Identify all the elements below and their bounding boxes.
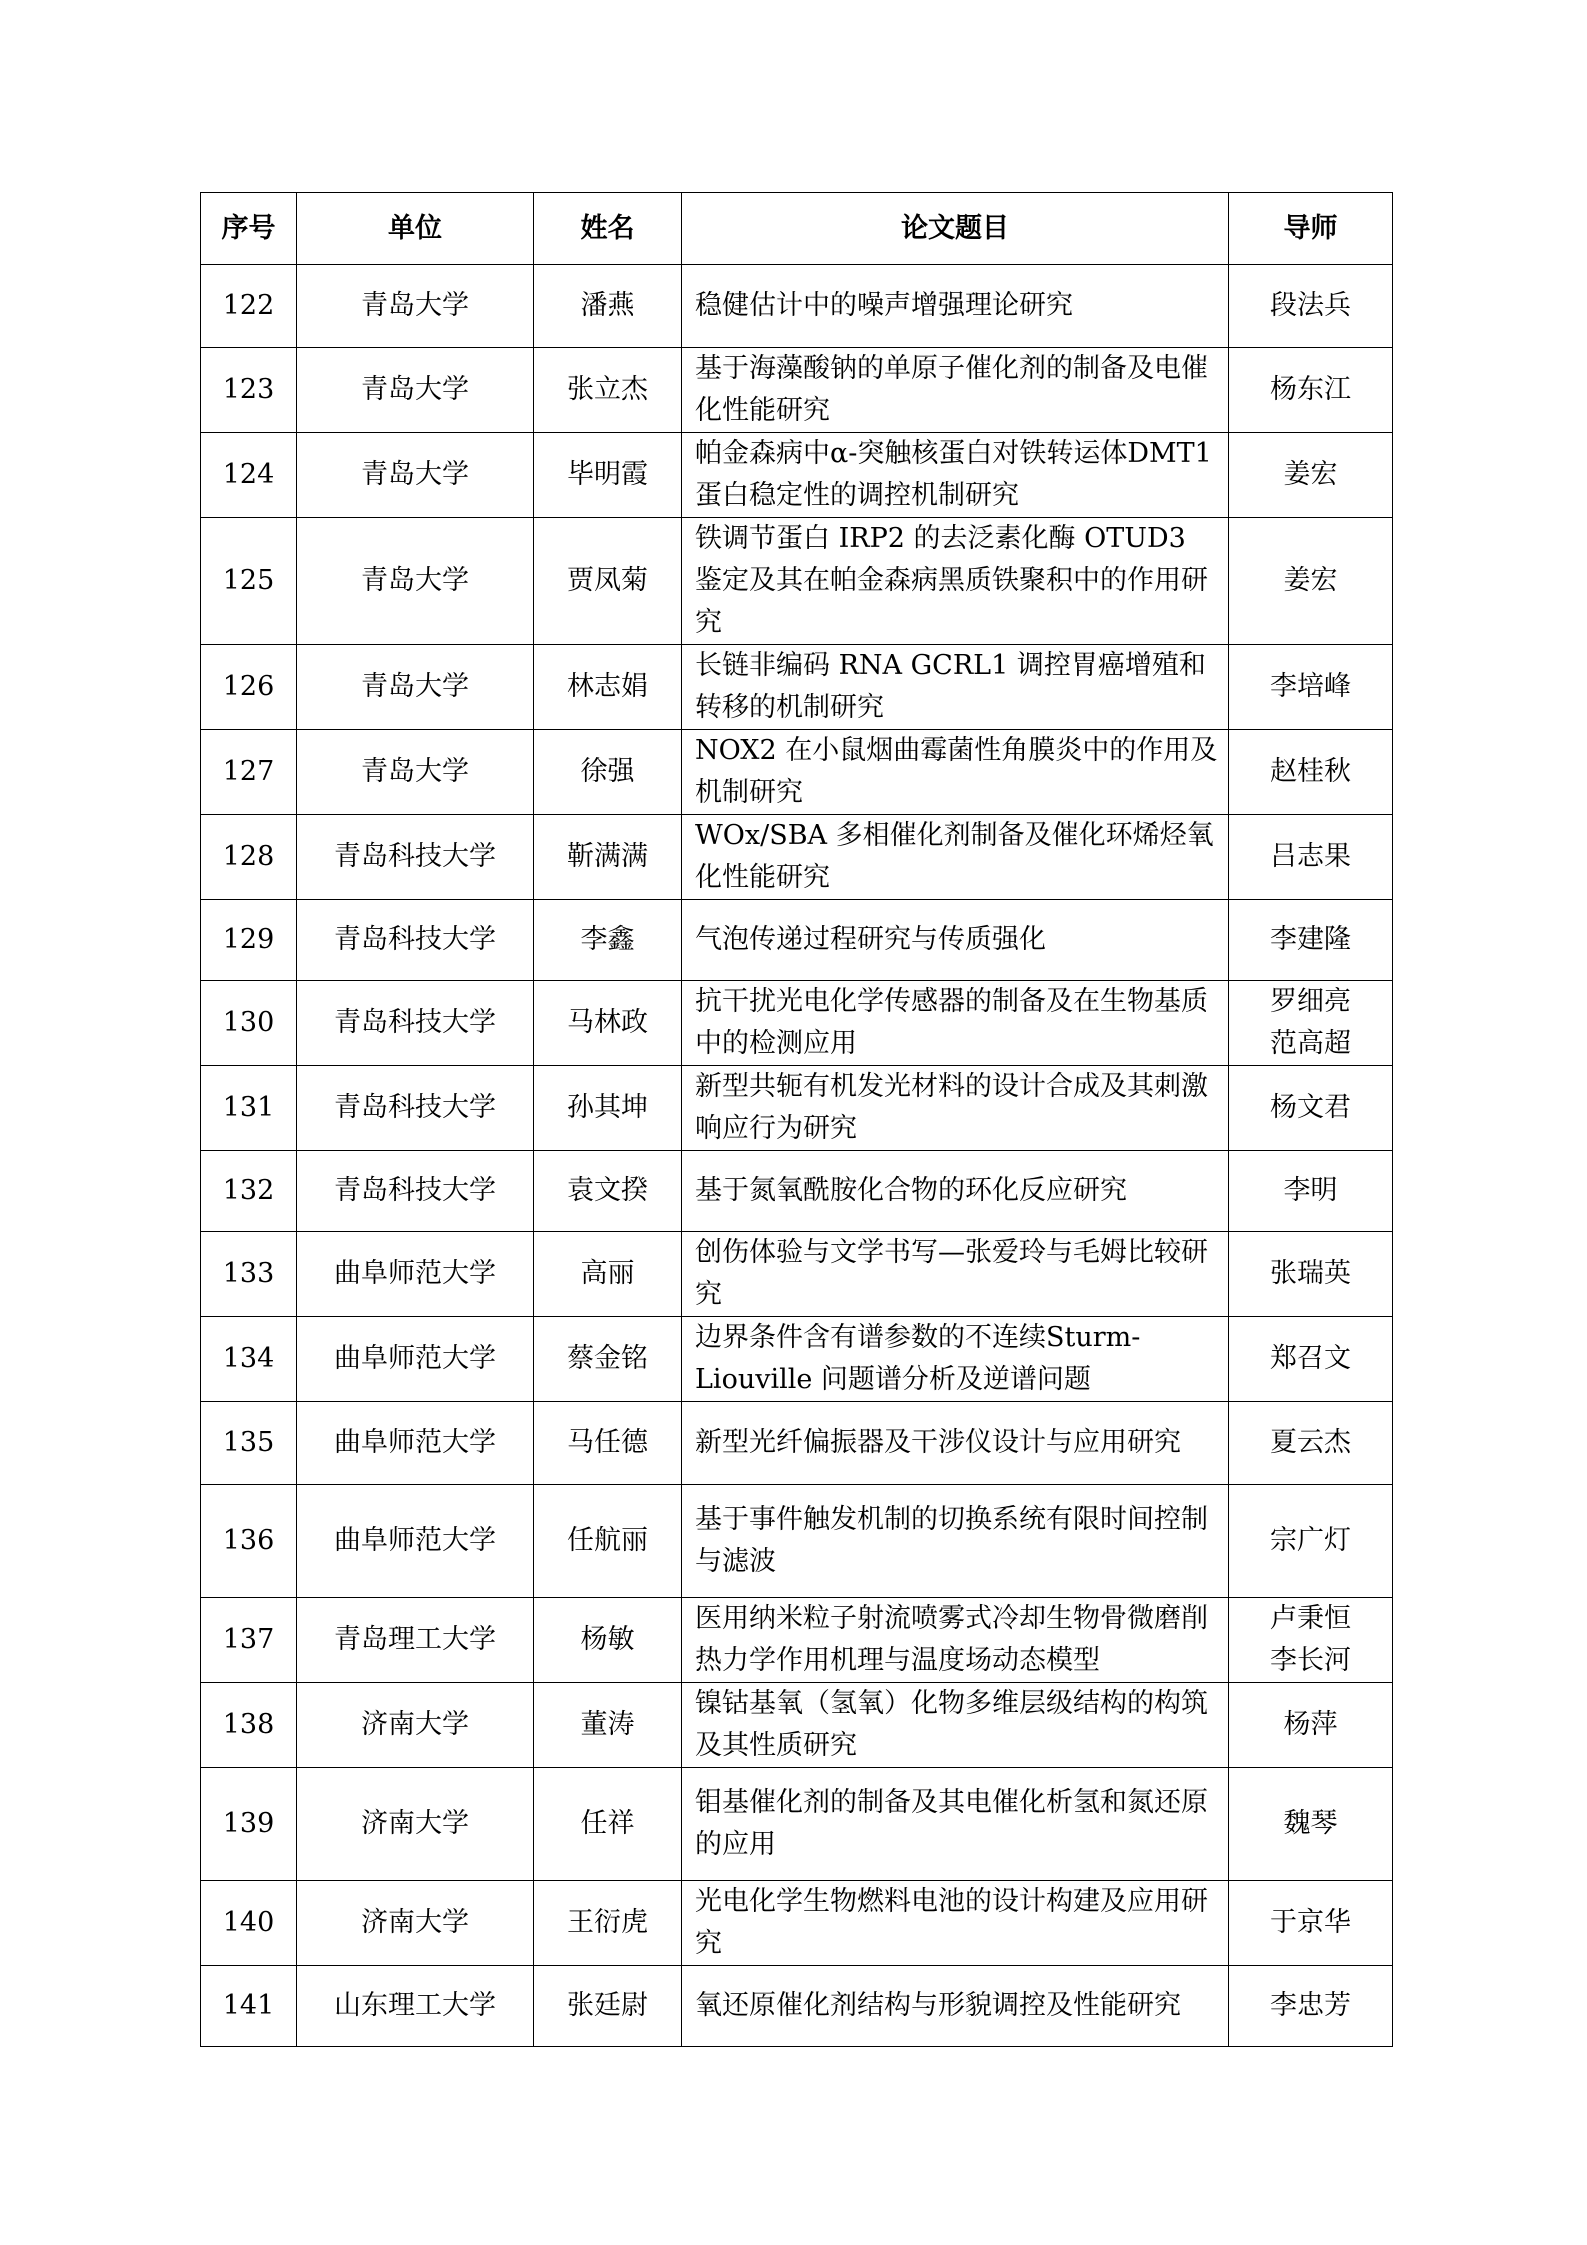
cell-title: WOx/SBA 多相催化剂制备及催化环烯烃氧化性能研究 bbox=[682, 815, 1229, 900]
advisor-primary: 李培峰 bbox=[1270, 671, 1351, 702]
cell-name: 徐强 bbox=[534, 730, 682, 815]
cell-unit: 曲阜师范大学 bbox=[297, 1232, 534, 1317]
cell-name: 贾凤菊 bbox=[534, 518, 682, 645]
table-row bbox=[201, 645, 1393, 730]
cell-title: 医用纳米粒子射流喷雾式冷却生物骨微磨削热力学作用机理与温度场动态模型 bbox=[682, 1598, 1229, 1683]
table-row bbox=[201, 1317, 1393, 1402]
cell-unit: 山东理工大学 bbox=[297, 1966, 534, 2047]
cell-name: 孙其坤 bbox=[534, 1066, 682, 1151]
advisor-primary: 赵桂秋 bbox=[1270, 756, 1351, 787]
advisor-primary: 段法兵 bbox=[1270, 290, 1351, 321]
cell-name: 马任德 bbox=[534, 1402, 682, 1485]
cell-unit: 青岛理工大学 bbox=[297, 1598, 534, 1683]
table-row bbox=[201, 900, 1393, 981]
table-body bbox=[201, 265, 1393, 2047]
cell-index: 141 bbox=[201, 1966, 297, 2047]
cell-advisor bbox=[1229, 1881, 1393, 1966]
cell-unit: 青岛科技大学 bbox=[297, 1151, 534, 1232]
advisor-primary: 卢秉恒 bbox=[1270, 1603, 1351, 1634]
advisor-primary: 杨萍 bbox=[1283, 1709, 1338, 1740]
table-row bbox=[201, 1151, 1393, 1232]
table-row bbox=[201, 1485, 1393, 1598]
cell-index: 135 bbox=[201, 1402, 297, 1485]
cell-index: 126 bbox=[201, 645, 297, 730]
table-row bbox=[201, 1598, 1393, 1683]
advisor-primary: 郑召文 bbox=[1270, 1343, 1351, 1374]
table-row bbox=[201, 981, 1393, 1066]
advisor-primary: 姜宏 bbox=[1283, 565, 1338, 596]
cell-unit: 青岛大学 bbox=[297, 518, 534, 645]
table-row bbox=[201, 1066, 1393, 1151]
cell-advisor bbox=[1229, 348, 1393, 433]
cell-title: 基于氮氧酰胺化合物的环化反应研究 bbox=[682, 1151, 1229, 1232]
cell-unit: 青岛科技大学 bbox=[297, 981, 534, 1066]
cell-title: 氧还原催化剂结构与形貌调控及性能研究 bbox=[682, 1966, 1229, 2047]
cell-title: 基于事件触发机制的切换系统有限时间控制与滤波 bbox=[682, 1485, 1229, 1598]
advisor-secondary: 范高超 bbox=[1270, 1028, 1351, 1059]
table-row bbox=[201, 265, 1393, 348]
cell-advisor bbox=[1229, 981, 1393, 1066]
cell-unit: 青岛大学 bbox=[297, 348, 534, 433]
cell-index: 130 bbox=[201, 981, 297, 1066]
cell-title: 帕金森病中α-突触核蛋白对铁转运体DMT1 蛋白稳定性的调控机制研究 bbox=[682, 433, 1229, 518]
advisor-primary: 杨文君 bbox=[1270, 1092, 1351, 1123]
cell-name: 马林政 bbox=[534, 981, 682, 1066]
cell-unit: 济南大学 bbox=[297, 1683, 534, 1768]
cell-index: 140 bbox=[201, 1881, 297, 1966]
cell-unit: 青岛科技大学 bbox=[297, 900, 534, 981]
cell-title: 光电化学生物燃料电池的设计构建及应用研究 bbox=[682, 1881, 1229, 1966]
cell-title: 基于海藻酸钠的单原子催化剂的制备及电催化性能研究 bbox=[682, 348, 1229, 433]
table-row bbox=[201, 433, 1393, 518]
advisor-primary: 姜宏 bbox=[1283, 459, 1338, 490]
cell-unit: 青岛科技大学 bbox=[297, 1066, 534, 1151]
cell-unit: 济南大学 bbox=[297, 1881, 534, 1966]
cell-advisor bbox=[1229, 1966, 1393, 2047]
cell-title: 长链非编码 RNA GCRL1 调控胃癌增殖和转移的机制研究 bbox=[682, 645, 1229, 730]
cell-name: 袁文揆 bbox=[534, 1151, 682, 1232]
table-row bbox=[201, 730, 1393, 815]
cell-index: 128 bbox=[201, 815, 297, 900]
table-row bbox=[201, 348, 1393, 433]
cell-advisor bbox=[1229, 1598, 1393, 1683]
cell-advisor bbox=[1229, 1768, 1393, 1881]
cell-name: 王衍虎 bbox=[534, 1881, 682, 1966]
cell-index: 125 bbox=[201, 518, 297, 645]
cell-title: 抗干扰光电化学传感器的制备及在生物基质中的检测应用 bbox=[682, 981, 1229, 1066]
table-header-row bbox=[201, 193, 1393, 265]
cell-name: 李鑫 bbox=[534, 900, 682, 981]
cell-index: 139 bbox=[201, 1768, 297, 1881]
table-row bbox=[201, 518, 1393, 645]
cell-title: 边界条件含有谱参数的不连续Sturm-Liouville 问题谱分析及逆谱问题 bbox=[682, 1317, 1229, 1402]
cell-name: 毕明霞 bbox=[534, 433, 682, 518]
cell-unit: 青岛大学 bbox=[297, 730, 534, 815]
cell-advisor bbox=[1229, 1485, 1393, 1598]
advisor-primary: 于京华 bbox=[1270, 1907, 1351, 1938]
advisor-primary: 罗细亮 bbox=[1270, 986, 1351, 1017]
advisor-primary: 李建隆 bbox=[1270, 924, 1351, 955]
table-row bbox=[201, 1402, 1393, 1485]
cell-index: 131 bbox=[201, 1066, 297, 1151]
advisor-secondary: 李长河 bbox=[1270, 1645, 1351, 1676]
cell-unit: 青岛大学 bbox=[297, 645, 534, 730]
cell-index: 123 bbox=[201, 348, 297, 433]
cell-title: 钼基催化剂的制备及其电催化析氢和氮还原的应用 bbox=[682, 1768, 1229, 1881]
cell-unit: 青岛大学 bbox=[297, 433, 534, 518]
advisor-primary: 杨东江 bbox=[1270, 374, 1351, 405]
header-index: 序号 bbox=[201, 193, 297, 265]
cell-name: 张立杰 bbox=[534, 348, 682, 433]
header-advisor: 导师 bbox=[1229, 193, 1393, 265]
table-row bbox=[201, 1768, 1393, 1881]
cell-advisor bbox=[1229, 900, 1393, 981]
cell-index: 134 bbox=[201, 1317, 297, 1402]
cell-name: 任祥 bbox=[534, 1768, 682, 1881]
cell-title: 气泡传递过程研究与传质强化 bbox=[682, 900, 1229, 981]
cell-title: 创伤体验与文学书写—张爱玲与毛姆比较研究 bbox=[682, 1232, 1229, 1317]
table-row bbox=[201, 1232, 1393, 1317]
cell-title: NOX2 在小鼠烟曲霉菌性角膜炎中的作用及机制研究 bbox=[682, 730, 1229, 815]
cell-advisor bbox=[1229, 1151, 1393, 1232]
cell-advisor bbox=[1229, 1066, 1393, 1151]
cell-advisor bbox=[1229, 433, 1393, 518]
cell-index: 137 bbox=[201, 1598, 297, 1683]
advisor-primary: 魏琴 bbox=[1283, 1808, 1338, 1839]
cell-index: 136 bbox=[201, 1485, 297, 1598]
cell-index: 138 bbox=[201, 1683, 297, 1768]
cell-title: 铁调节蛋白 IRP2 的去泛素化酶 OTUD3 鉴定及其在帕金森病黑质铁聚积中的作用研究 bbox=[682, 518, 1229, 645]
cell-name: 蔡金铭 bbox=[534, 1317, 682, 1402]
cell-advisor bbox=[1229, 645, 1393, 730]
cell-index: 129 bbox=[201, 900, 297, 981]
advisor-primary: 吕志果 bbox=[1270, 841, 1351, 872]
cell-name: 林志娟 bbox=[534, 645, 682, 730]
header-name: 姓名 bbox=[534, 193, 682, 265]
cell-title: 新型光纤偏振器及干涉仪设计与应用研究 bbox=[682, 1402, 1229, 1485]
cell-title: 稳健估计中的噪声增强理论研究 bbox=[682, 265, 1229, 348]
cell-index: 122 bbox=[201, 265, 297, 348]
cell-advisor bbox=[1229, 265, 1393, 348]
cell-index: 124 bbox=[201, 433, 297, 518]
cell-name: 高丽 bbox=[534, 1232, 682, 1317]
table-row bbox=[201, 1881, 1393, 1966]
cell-unit: 青岛科技大学 bbox=[297, 815, 534, 900]
cell-advisor bbox=[1229, 815, 1393, 900]
cell-advisor bbox=[1229, 518, 1393, 645]
cell-unit: 曲阜师范大学 bbox=[297, 1317, 534, 1402]
cell-unit: 济南大学 bbox=[297, 1768, 534, 1881]
cell-name: 靳满满 bbox=[534, 815, 682, 900]
cell-index: 133 bbox=[201, 1232, 297, 1317]
cell-name: 杨敏 bbox=[534, 1598, 682, 1683]
header-unit: 单位 bbox=[297, 193, 534, 265]
cell-index: 132 bbox=[201, 1151, 297, 1232]
thesis-award-table bbox=[200, 192, 1393, 2047]
cell-advisor bbox=[1229, 1683, 1393, 1768]
advisor-primary: 李明 bbox=[1283, 1175, 1338, 1206]
cell-name: 任航丽 bbox=[534, 1485, 682, 1598]
cell-unit: 曲阜师范大学 bbox=[297, 1402, 534, 1485]
cell-advisor bbox=[1229, 730, 1393, 815]
cell-unit: 青岛大学 bbox=[297, 265, 534, 348]
cell-advisor bbox=[1229, 1232, 1393, 1317]
table-row bbox=[201, 1683, 1393, 1768]
cell-name: 张廷尉 bbox=[534, 1966, 682, 2047]
advisor-primary: 张瑞英 bbox=[1270, 1258, 1351, 1289]
table-row bbox=[201, 1966, 1393, 2047]
cell-title: 镍钴基氧（氢氧）化物多维层级结构的构筑及其性质研究 bbox=[682, 1683, 1229, 1768]
cell-name: 潘燕 bbox=[534, 265, 682, 348]
cell-name: 董涛 bbox=[534, 1683, 682, 1768]
cell-advisor bbox=[1229, 1402, 1393, 1485]
cell-title: 新型共轭有机发光材料的设计合成及其刺激响应行为研究 bbox=[682, 1066, 1229, 1151]
header-title: 论文题目 bbox=[682, 193, 1229, 265]
cell-index: 127 bbox=[201, 730, 297, 815]
advisor-primary: 李忠芳 bbox=[1270, 1990, 1351, 2021]
cell-unit: 曲阜师范大学 bbox=[297, 1485, 534, 1598]
cell-advisor bbox=[1229, 1317, 1393, 1402]
advisor-primary: 夏云杰 bbox=[1270, 1427, 1351, 1458]
advisor-primary: 宗广灯 bbox=[1270, 1525, 1351, 1556]
table-row bbox=[201, 815, 1393, 900]
